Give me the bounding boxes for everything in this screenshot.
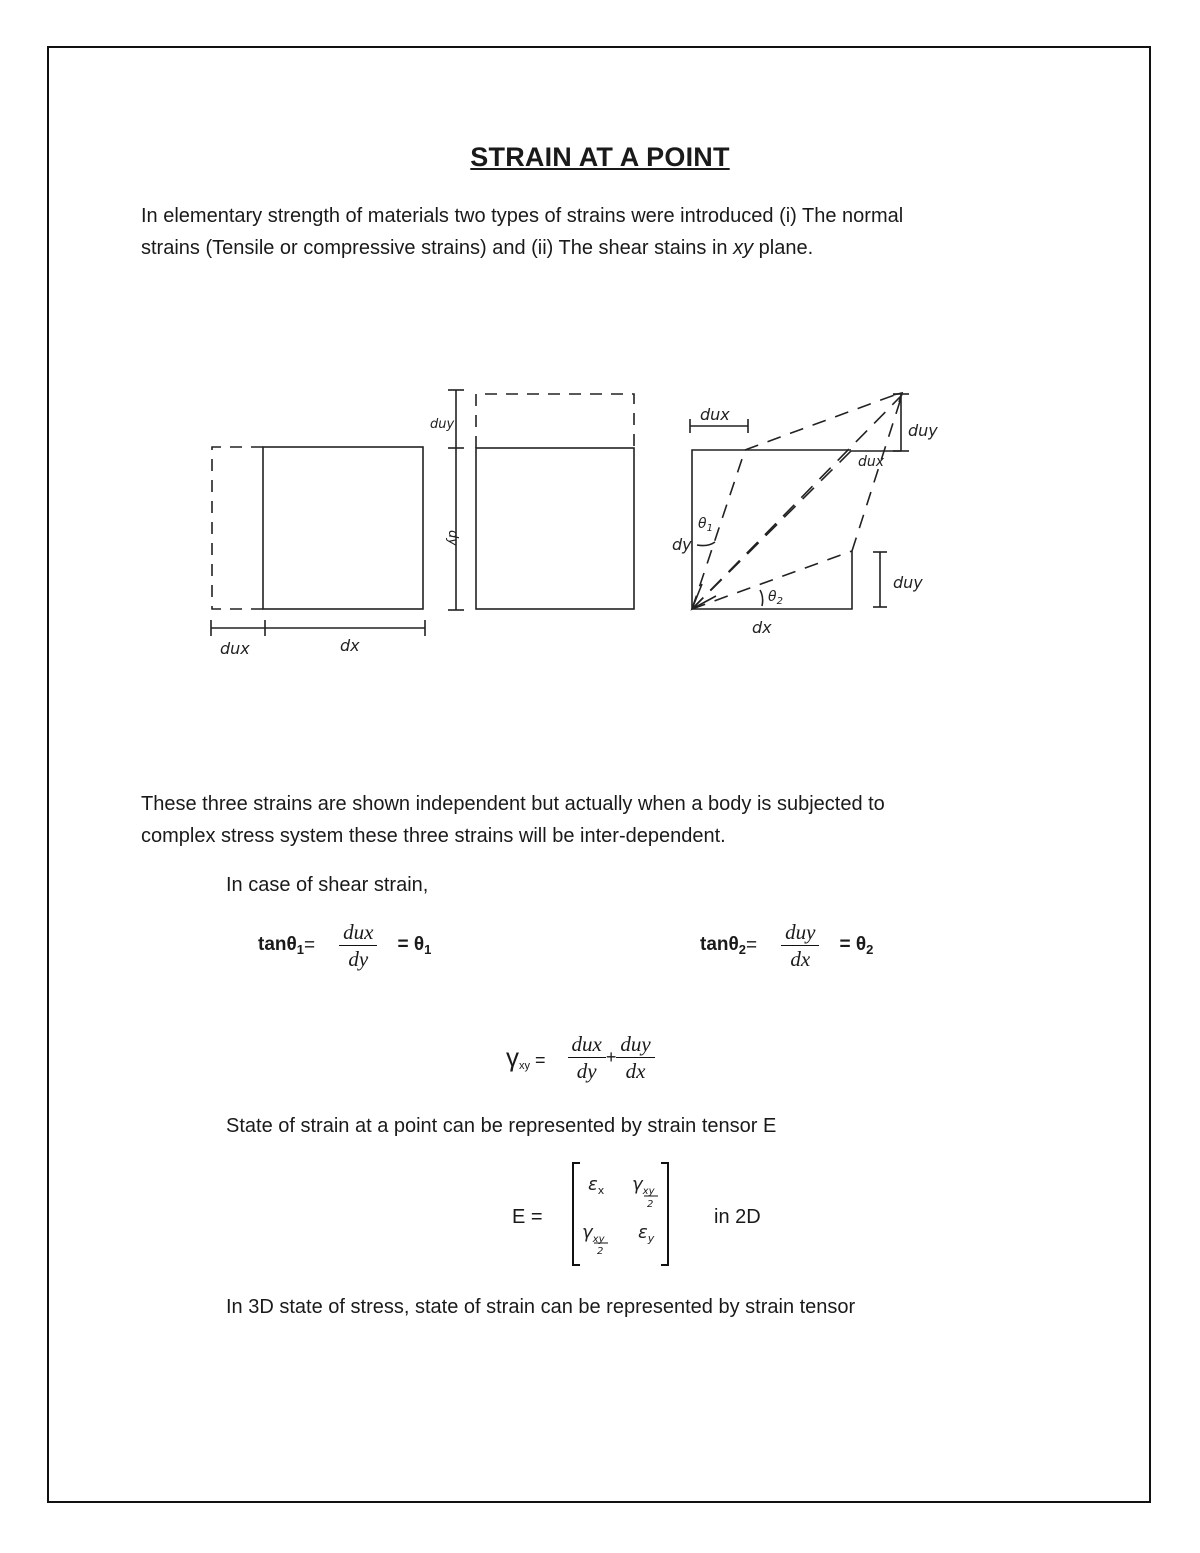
xy-term: xy [733,237,754,259]
eq2-denominator: dx [790,947,811,971]
strain-diagram [0,370,1200,670]
tensor-e21-den: 2 [597,1246,604,1257]
eq2-rhs: = $\theta_2$ [839,934,874,957]
theta2-arc [760,590,763,606]
para2-line-2: complex stress system these three strains will be inter-dependent. [141,825,726,847]
deformed-outline-y [476,394,634,448]
theta1-arc [697,542,715,546]
label-theta2: $\theta_2$ [768,589,783,607]
eq1-fraction [339,920,377,971]
label-dx-1: dx [340,636,360,655]
label-dux-1: dux [220,639,250,658]
shear-strain-equation [506,1032,655,1083]
page-border [47,46,1151,1503]
sheared-diagonal [692,395,902,609]
deformed-outline-x [212,447,263,609]
original-diagonal [692,450,852,609]
original-element-x [263,447,423,609]
eq2-lhs: tanθ$_2$ [700,934,747,957]
tan-theta2-equation [700,920,873,971]
eq2-equals: = [746,934,758,956]
intro-text-end: plane. [753,237,814,259]
eq2-fraction [781,920,819,971]
normal-strain-y-figure [448,390,634,610]
normal-strain-x-figure [211,447,425,636]
intro-line-1: In elementary strength of materials two types of strains were introduced (i) The normal [141,205,904,227]
gamma-fraction-2: $\frac{\text{duy}}{dx}$ [616,1032,654,1083]
page-title: STRAIN AT A POINT [470,142,730,172]
label-duy-3-side: duy [893,573,923,592]
label-dy-3: dy [672,535,692,554]
tensor-e21: $\gamma_{xy}$ [582,1222,605,1245]
intro-line-2 [141,232,1059,264]
label-dx-3: dx [752,618,772,637]
tensor-e12-den: 2 [647,1199,654,1210]
eq1-lhs: tanθ$_1$ [258,934,305,957]
para2-line-1: These three strains are shown independent but actually when a body is subjected to [141,793,885,815]
left-bracket [573,1163,580,1265]
label-dux-3-right: dux [858,454,885,470]
tensor-e12: $\gamma_{xy}$ [632,1174,655,1197]
label-dux-3-top: dux [700,405,730,424]
plus-sign: + [605,1047,617,1067]
eq1-equals: = [304,934,316,956]
label-dy-2: dy [445,530,460,546]
closing-sentence: In 3D state of stress, state of strain can be represented by strain tensor [226,1296,856,1318]
strain-tensor-matrix [568,1160,676,1270]
eq2-numerator: duy [781,920,819,946]
gamma-lhs: γxy = [506,1042,546,1072]
eq1-numerator: dux [339,920,377,946]
intro-paragraph [141,200,1059,264]
label-theta1: $\theta_1$ [698,516,713,534]
tan-theta1-equation [258,920,431,971]
tensor-lhs: E = [512,1206,543,1228]
sheared-right-edge [852,395,902,551]
shear-intro: In case of shear strain, [226,874,429,896]
shear-strain-figure [690,393,909,609]
interdependence-paragraph [141,788,1059,852]
original-element-y [476,448,634,609]
eq1-denominator: dy [348,947,369,971]
intro-text: strains (Tensile or compressive strains) and (ii) The shear stains in [141,237,734,259]
right-bracket [661,1163,668,1265]
tensor-e11: $\varepsilon_x$ [588,1174,605,1197]
label-duy-3-top: duy [908,421,938,440]
tensor-e22: $\varepsilon_y$ [638,1222,655,1245]
eq1-rhs: = $\theta_1$ [397,934,432,957]
gamma-fraction-1: $\frac{\text{dux}}{dy}$ [568,1032,606,1083]
tensor-intro: State of strain at a point can be represented by strain tensor E [226,1115,777,1137]
label-duy-2: duy [430,417,455,432]
tensor-suffix: in 2D [714,1206,761,1228]
